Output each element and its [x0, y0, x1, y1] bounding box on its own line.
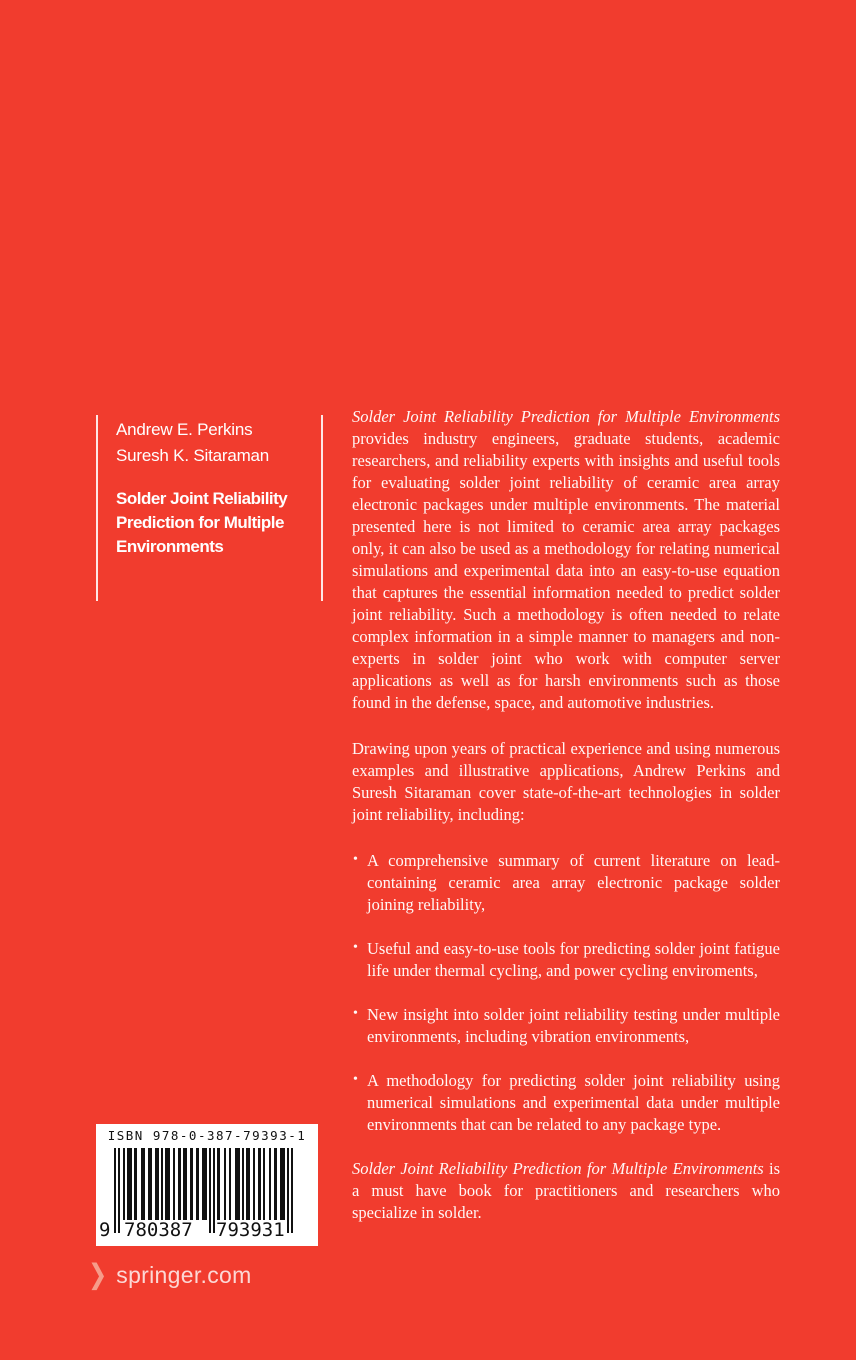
description-paragraph-2: Drawing upon years of practical experience and using numerous examples and illustrative applications, Andrew Perkins and Suresh Sitaraman cover state-of-the-art technologies in solder joint reliability, including: — [352, 739, 780, 824]
back-cover-description — [352, 406, 780, 1248]
feature-item-4: • A methodology for predicting solder joint reliability using numerical simulations and experimental data under multiple environments that can be related to any package type. — [352, 1070, 780, 1136]
author-name-1: Andrew E. Perkins — [116, 420, 253, 439]
feature-list — [352, 850, 780, 1136]
right-divider-rule — [321, 415, 323, 601]
ean-digit-group-3: 793931 — [216, 1219, 285, 1241]
author-name-2: Suresh K. Sitaraman — [116, 446, 270, 465]
isbn-barcode — [96, 1124, 318, 1246]
feature-item-1: • A comprehensive summary of current literature on lead-containing ceramic area array electronic package solder joining reliability, — [352, 850, 780, 916]
author-names — [116, 417, 316, 469]
isbn-number: ISBN 978-0-387-79393-1 — [107, 1128, 307, 1143]
description-paragraph-1 — [352, 406, 780, 714]
feature-item-2: • Useful and easy-to-use tools for predicting solder joint fatigue life under thermal cycling, and power cycling enviroments, — [352, 938, 780, 982]
publisher-url: springer.com — [116, 1261, 252, 1288]
springer-chevron-icon: ❯ — [88, 1259, 108, 1291]
book-title-italic-mention-2: Solder Joint Reliability Prediction for Multiple Environments — [352, 1159, 764, 1178]
left-divider-rule — [96, 415, 98, 601]
author-title-block — [116, 417, 316, 559]
paragraph-1-text: provides industry engineers, graduate students, academic researchers, and reliability experts with insights and useful tools for evaluating solder joint reliability of ceramic area array electronic packages under multiple environments. The material presented here is not limited to ceramic area array packages only, it can also be used as a methodology for relating numerical simulations and experimental data into an easy-to-use equation that captures the essential information needed to predict solder joint reliability. Such a methodology is often needed to relate complex information in a simple manner to managers and non-experts in solder joint who work with computer server applications as well as for harsh environments such as those found in the defense, space, and automotive industries. — [352, 429, 780, 712]
ean-digit-group-2: 780387 — [124, 1219, 193, 1241]
book-title-italic-mention: Solder Joint Reliability Prediction for Multiple Environments — [352, 407, 780, 426]
book-title: Solder Joint Reliability Prediction for Multiple Environments — [116, 489, 288, 556]
closing-paragraph — [352, 1158, 780, 1224]
ean-digits — [96, 1218, 318, 1244]
ean-digit-group-1: 9 — [99, 1219, 111, 1241]
feature-item-3: • New insight into solder joint reliability testing under multiple environments, including vibration environments, — [352, 1004, 780, 1048]
closing-text: is a must have book for practitioners and researchers who specialize in solder. — [352, 1159, 780, 1222]
publisher-footer — [88, 1258, 252, 1292]
